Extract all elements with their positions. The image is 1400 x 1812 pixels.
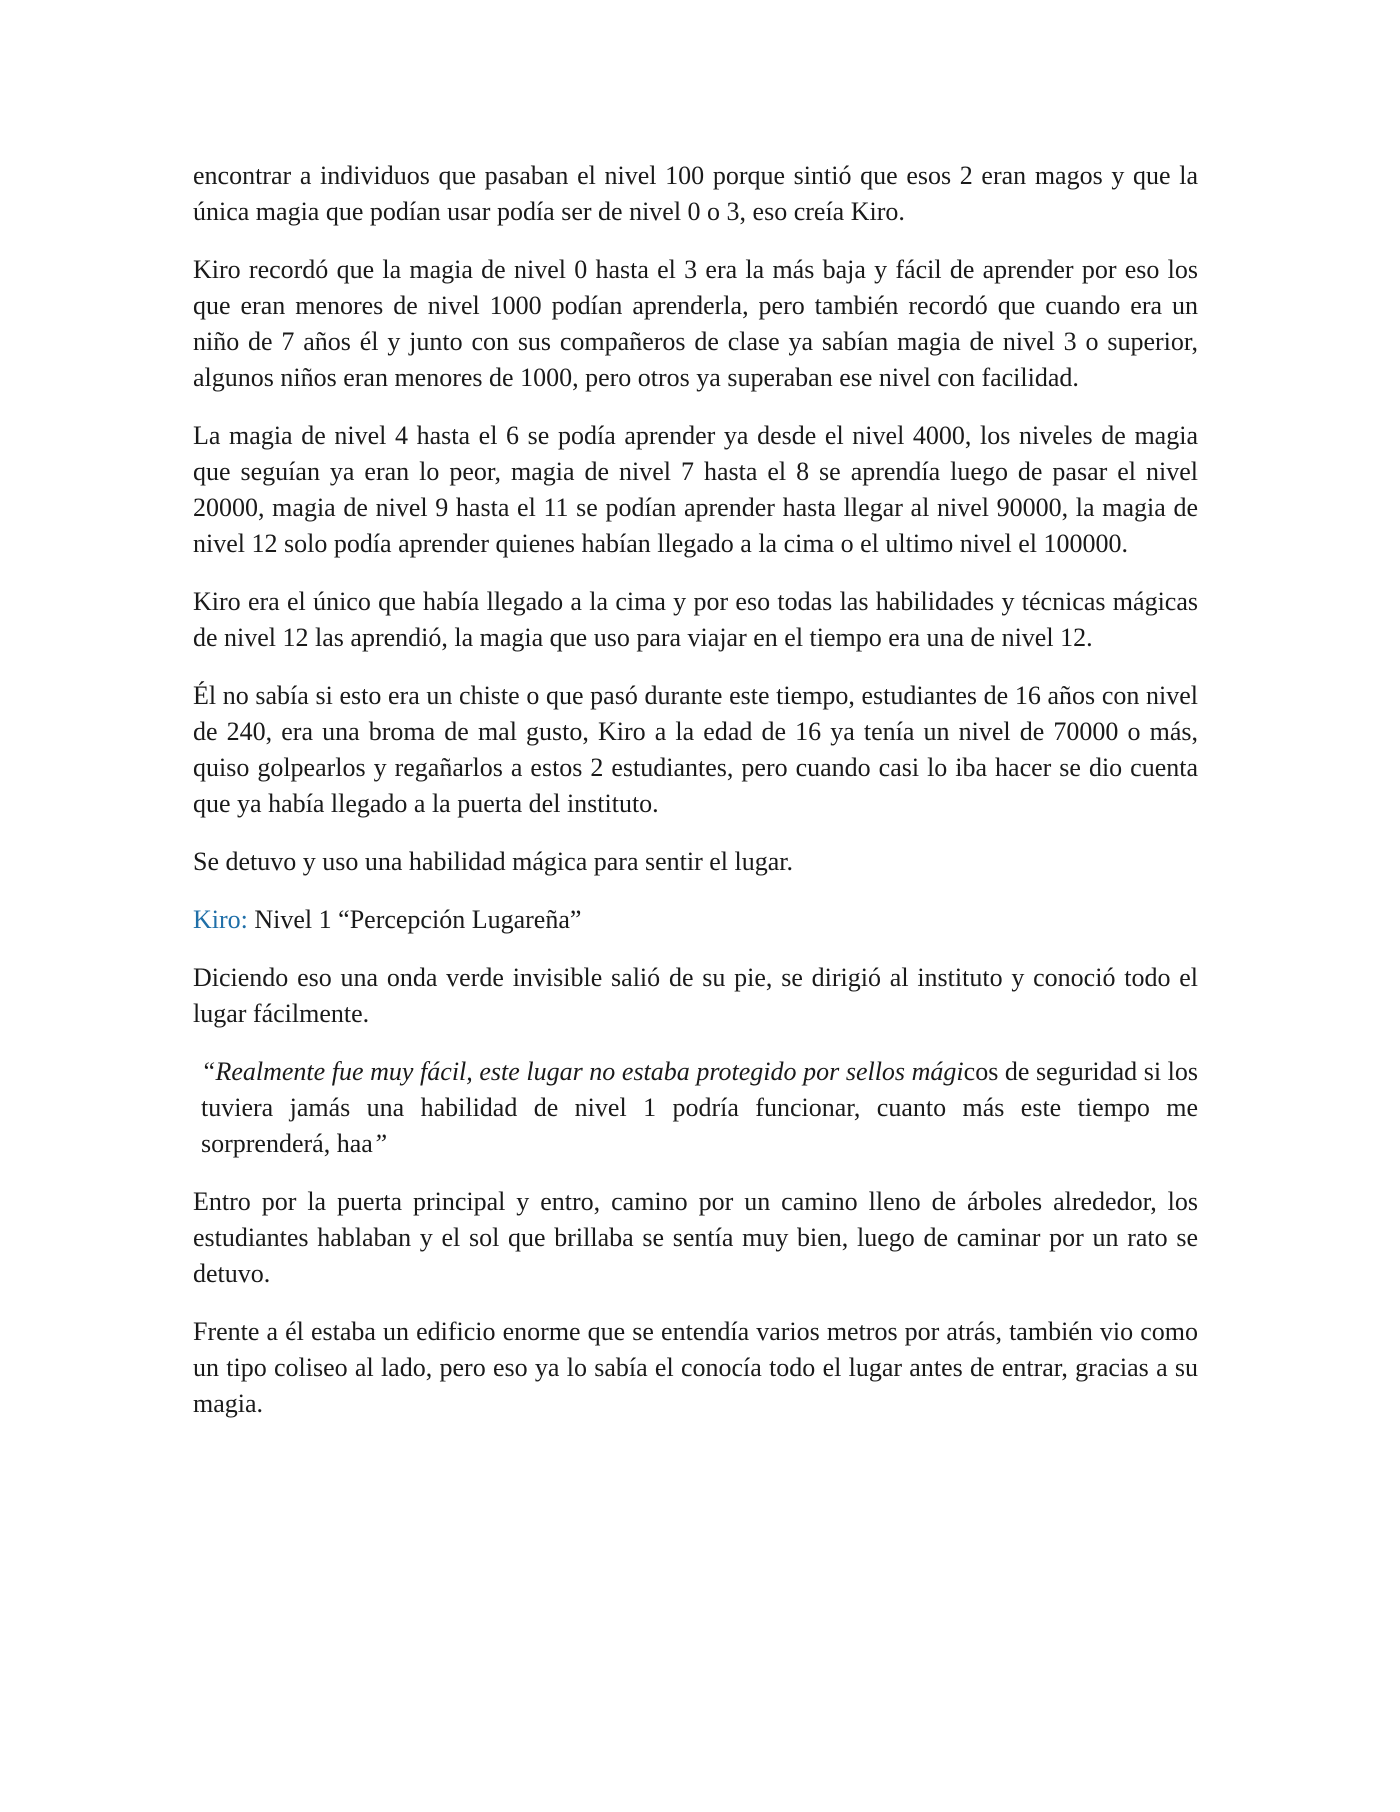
paragraph-7: Diciendo eso una onda verde invisible salió de su pie, se dirigió al instituto y conoció todo el lugar fácilmente. <box>193 963 1198 1028</box>
paragraph-1: encontrar a individuos que pasaban el nivel 100 porque sintió que esos 2 eran magos y que la única magia que podían usar podía ser de nivel 0 o 3, eso creía Kiro. <box>193 161 1198 226</box>
document-page <box>193 158 1198 1444</box>
dialogue-text: Nivel 1 “Percepción Lugareña” <box>247 905 582 934</box>
paragraph-9: Frente a él estaba un edificio enorme que se entendía varios metros por atrás, también vio como un tipo coliseo al lado, pero eso ya lo sabía el conocía todo el lugar antes de entrar, gracias a su magia. <box>193 1317 1198 1418</box>
paragraph-8: Entro por la puerta principal y entro, camino por un camino lleno de árboles alrededor, los estudiantes hablaban y el sol que brillaba se sentía muy bien, luego de caminar por un rato se detuvo. <box>193 1187 1198 1288</box>
speaker-name: Kiro: <box>193 905 248 934</box>
paragraph-5: Él no sabía si esto era un chiste o que pasó durante este tiempo, estudiantes de 16 años con nivel de 240, era una broma de mal gusto, Kiro a la edad de 16 ya tenía un nivel de 70000 o más, quiso golpearlos y regañarlos a estos 2 estudiantes, pero cuando casi lo iba hacer se dio cuenta que ya había llegado a la puerta del instituto. <box>193 681 1198 818</box>
paragraph-3: La magia de nivel 4 hasta el 6 se podía aprender ya desde el nivel 4000, los niveles de magia que seguían ya eran lo peor, magia de nivel 7 hasta el 8 se aprendía luego de pasar el nivel 20000, magia de nivel 9 hasta el 11 se podían aprender hasta llegar al nivel 90000, la magia de nivel 12 solo podía aprender quienes habían llegado a la cima o el ultimo nivel el 100000. <box>193 421 1198 558</box>
thought-closing: ” <box>372 1129 388 1158</box>
thought-italic: “Realmente fue muy fácil, este lugar no estaba protegido por sellos mági <box>201 1057 964 1086</box>
paragraph-4: Kiro era el único que había llegado a la cima y por eso todas las habilidades y técnicas mágicas de nivel 12 las aprendió, la magia que uso para viajar en el tiempo era una de nivel 12. <box>193 587 1198 652</box>
paragraph-2: Kiro recordó que la magia de nivel 0 hasta el 3 era la más baja y fácil de aprender por eso los que eran menores de nivel 1000 podían aprenderla, pero también recordó que cuando era un niño de 7 años él y junto con sus compañeros de clase ya sabían magia de nivel 3 o superior, algunos niños eran menores de 1000, pero otros ya superaban ese nivel con facilidad. <box>193 255 1198 392</box>
dialogue-line <box>193 902 1198 938</box>
thought-normal: cos de seguridad si los tuviera jamás una habilidad de nivel 1 podría funcionar, cuanto más este tiempo me sorprenderá, haa <box>201 1057 1198 1158</box>
thought-paragraph <box>193 1054 1198 1162</box>
paragraph-6: Se detuvo y uso una habilidad mágica para sentir el lugar. <box>193 847 793 876</box>
